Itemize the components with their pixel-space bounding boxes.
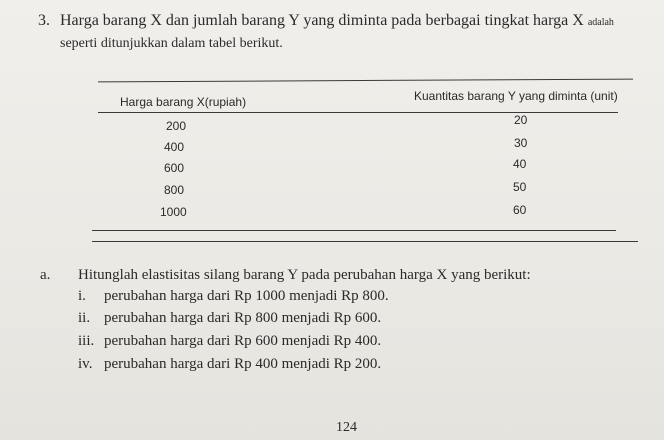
table-header-rule	[98, 112, 618, 113]
item-text: perubahan harga dari Rp 800 menjadi Rp 600.	[104, 310, 382, 326]
table-bottom-rule-2	[92, 241, 638, 242]
table-header-price: Harga barang X(rupiah)	[120, 95, 247, 109]
question-text-line1: Harga barang X dan jumlah barang Y yang diminta pada berbagai tingkat harga X adalah	[60, 12, 614, 29]
item-numeral: iii.	[78, 333, 95, 349]
item-text: perubahan harga dari Rp 600 menjadi Rp 400.	[104, 333, 382, 349]
list-item	[78, 310, 381, 327]
question-number: 3.	[38, 12, 50, 29]
table-header-quantity: Kuantitas barang Y yang diminta (unit)	[414, 89, 618, 103]
table-cell-quantity: 50	[513, 180, 527, 194]
question-text-line2: seperti ditunjukkan dalam tabel berikut.	[60, 36, 283, 51]
table-cell-price: 800	[164, 183, 185, 197]
part-a-text: Hitunglah elastisitas silang barang Y pada perubahan harga X yang berikut:	[78, 267, 531, 283]
table-cell-quantity: 60	[513, 203, 527, 217]
part-a-label: a.	[40, 267, 51, 283]
table-cell-price: 1000	[160, 205, 187, 219]
question-text-tail: adalah	[587, 17, 614, 28]
table-cell-price: 400	[164, 140, 185, 154]
item-text: perubahan harga dari Rp 400 menjadi Rp 200.	[104, 356, 382, 372]
list-item	[78, 356, 381, 373]
list-item	[78, 333, 381, 350]
table-cell-quantity: 30	[514, 136, 528, 150]
page-number: 124	[336, 420, 357, 435]
table-cell-quantity: 20	[514, 113, 528, 127]
table-cell-price: 200	[166, 119, 187, 133]
table-bottom-rule-1	[92, 230, 616, 231]
item-numeral: ii.	[78, 310, 91, 326]
table-cell-price: 600	[164, 161, 185, 175]
list-item	[78, 288, 389, 305]
item-numeral: iv.	[78, 356, 93, 372]
item-text: perubahan harga dari Rp 1000 menjadi Rp 800.	[104, 288, 389, 304]
item-numeral: i.	[78, 288, 86, 304]
table-top-rule	[98, 79, 633, 83]
table-cell-quantity: 40	[513, 157, 527, 171]
